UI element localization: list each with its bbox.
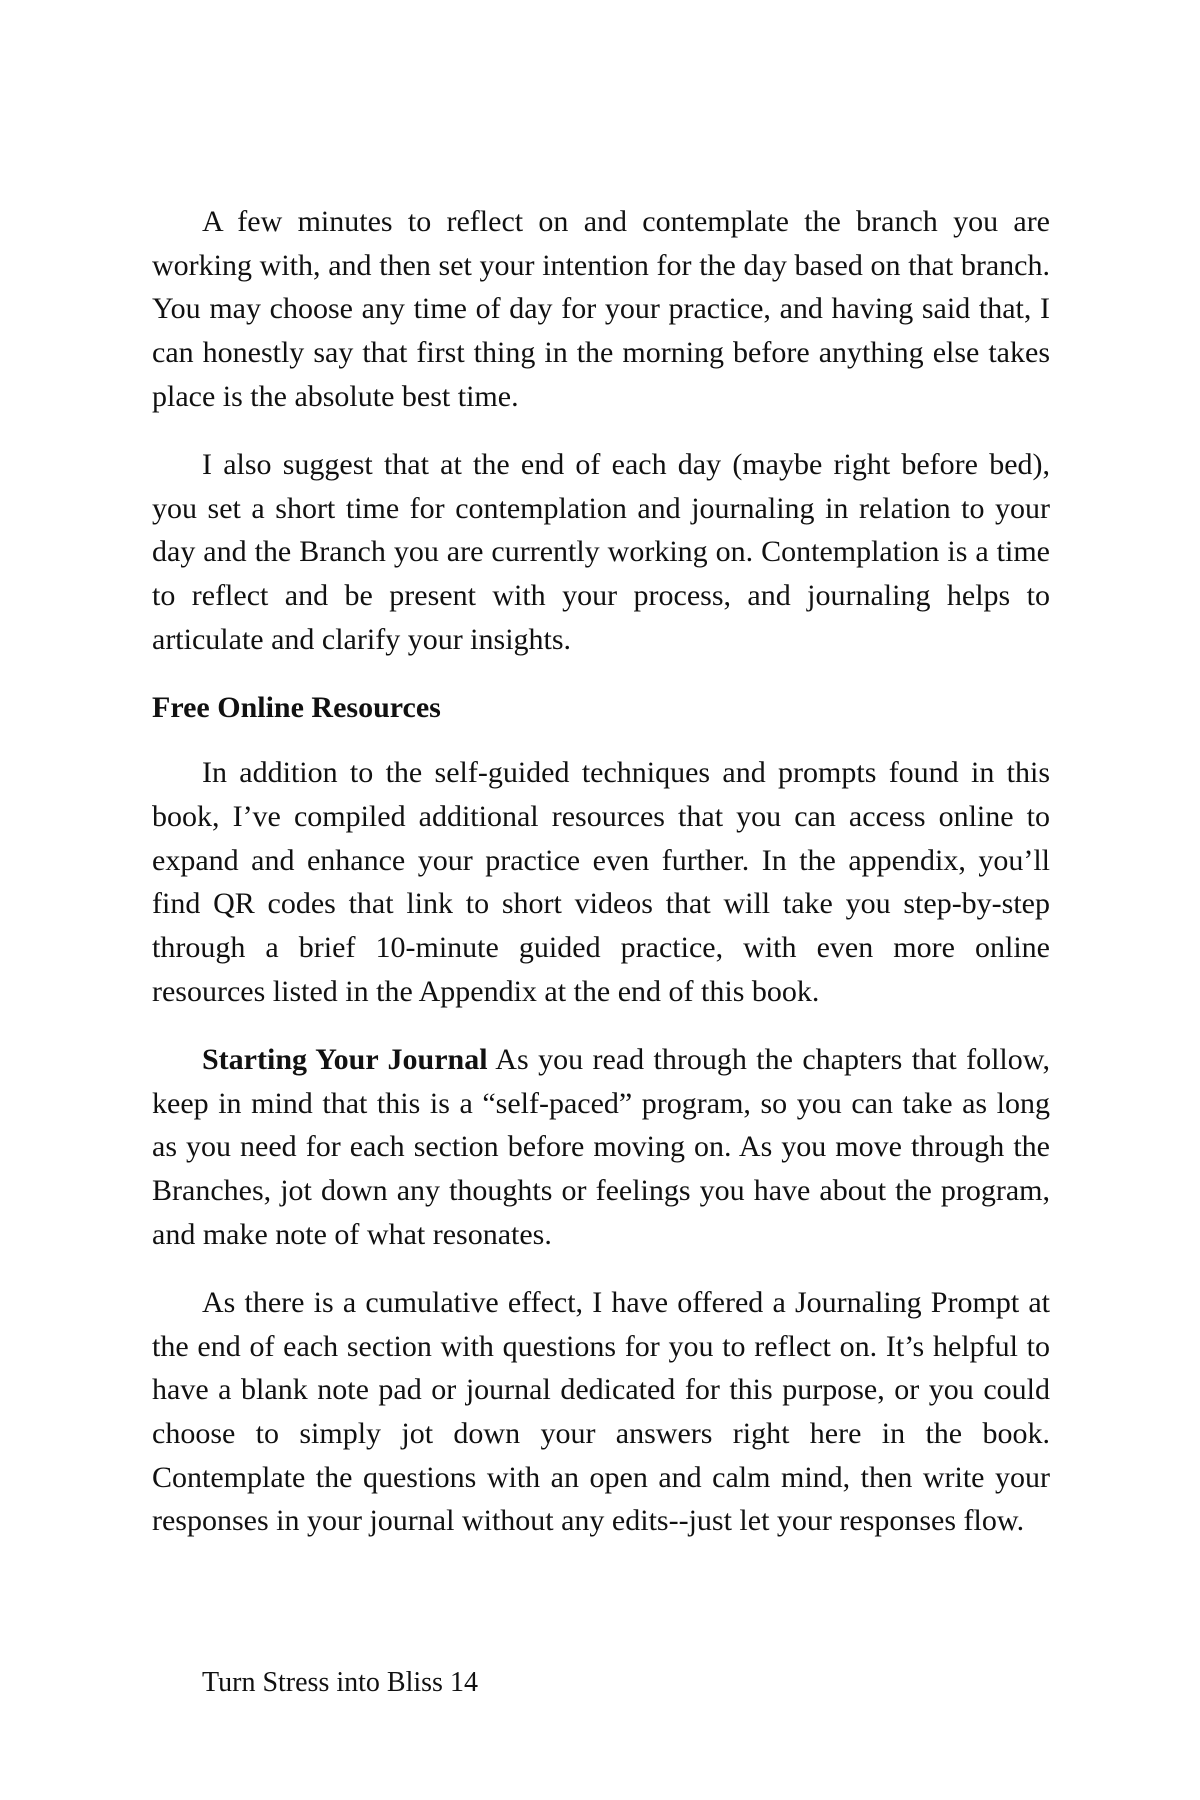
paragraph-journaling-prompt: As there is a cumulative effect, I have offered a Journaling Prompt at the end of each section with questions for you to reflect on. It’s helpful to have a blank note pad or journal dedicated for this purpose, or you could choose to simply jot down your answers right here in the book. Contemplate the questions with an open and calm mind, then write your responses in your journal without any edits--just let your responses flow. — [152, 1285, 1050, 1538]
paragraph-starting-journal — [152, 1038, 1050, 1257]
paragraph-evening-contemplation: I also suggest that at the end of each day (maybe right before bed), you set a short time for contemplation and journaling in relation to your day and the Branch you are currently working on. Contemplation is a time to reflect and be present with your process, and journaling helps to articulate and clarify your insights. — [152, 448, 1050, 656]
body-text — [152, 200, 1050, 1568]
journal-paragraph-text: As you read through the chapters that follow, keep in mind that this is a “self-paced” program, so you can take as long as you need for each section before moving on. As you move through the Branches, jot down any thoughts or feelings you have about the program, and make note of what resonates. — [152, 1042, 1050, 1251]
paragraph-daily-intention: A few minutes to reflect on and contemplate the branch you are working with, and then set your intention for the day based on that branch. You may choose any time of day for your practice, and having said that, I can honestly say that first thing in the morning before anything else takes place is the absolute best time. — [152, 205, 1050, 413]
page-number: 14 — [449, 1667, 478, 1698]
section-heading-free-online-resources: Free Online Resources — [152, 691, 441, 725]
paragraph-online-resources: In addition to the self-guided techniques and prompts found in this book, I’ve compiled additional resources that you can access online to expand and enhance your practice even further. In the appendix, you’ll find QR codes that link to short videos that will take you step-by-step through a brief 10-minute guided practice, with even more online resources listed in the Appendix at the end of this book. — [152, 756, 1050, 1008]
footer-book-title: Turn Stress into Bliss — [202, 1667, 443, 1698]
page-footer — [202, 1666, 478, 1700]
run-in-heading-starting-your-journal: Starting Your Journal — [202, 1042, 488, 1076]
